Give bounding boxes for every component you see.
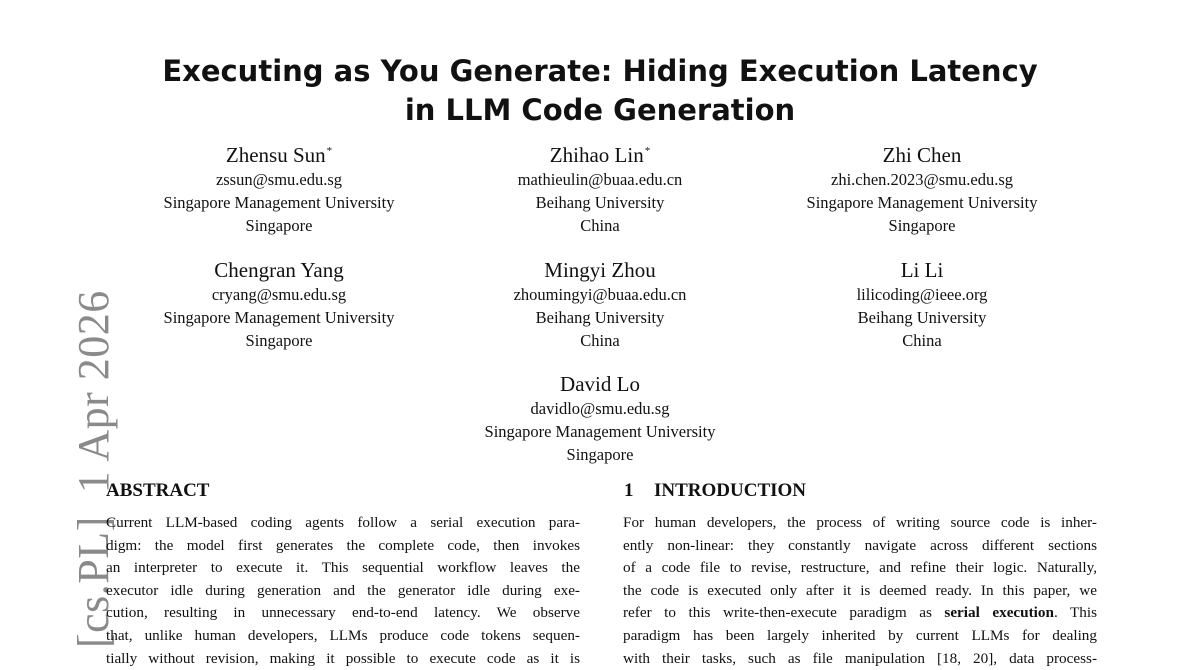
- author-name: Zhihao Lin*: [549, 143, 651, 167]
- abstract-line: an interpreter to execute it. This sequential workflow leaves the: [106, 559, 580, 577]
- paper-title: [100, 52, 1100, 130]
- author-country: Singapore: [566, 445, 634, 464]
- abstract-line: digm: the model first generates the complete code, then invokes: [106, 536, 580, 554]
- author-block: [742, 142, 1102, 237]
- abstract-heading: ABSTRACT: [106, 480, 210, 501]
- author-block: [420, 371, 780, 466]
- author-country: Singapore: [888, 216, 956, 235]
- abstract-line: executor idle during generation and the generator idle during exe-: [106, 581, 580, 599]
- author-email: mathieulin@buaa.edu.cn: [517, 170, 683, 189]
- author-name: Zhensu Sun*: [225, 143, 333, 167]
- intro-line: For human developers, the process of writing source code is inher-: [623, 514, 1097, 531]
- abstract-line: tially without revision, making it possible to execute code as it is: [106, 649, 580, 667]
- author-name: Zhi Chen: [882, 143, 962, 167]
- author-email: zssun@smu.edu.sg: [215, 170, 343, 189]
- author-country: Singapore: [245, 331, 313, 350]
- author-country: Singapore: [245, 216, 313, 235]
- author-name: Mingyi Zhou: [544, 258, 656, 282]
- author-email: zhi.chen.2023@smu.edu.sg: [831, 170, 1013, 189]
- author-affiliation: Singapore Management University: [163, 193, 395, 212]
- intro-line: refer to this write-then-execute paradigm as serial execution. This: [623, 604, 1097, 622]
- abstract-body: [106, 512, 580, 670]
- title-line-2: in LLM Code Generation: [404, 93, 796, 127]
- equal-contribution-mark: *: [644, 145, 651, 157]
- abstract-line: Current LLM-based coding agents follow a serial execution para-: [106, 514, 580, 531]
- section-number: 1: [624, 480, 634, 501]
- intro-line: paradigm has been largely inherited by current LLMs for dealing: [623, 626, 1097, 644]
- title-line-1: Executing as You Generate: Hiding Execution Latency: [162, 54, 1038, 88]
- author-affiliation: Singapore Management University: [806, 193, 1038, 212]
- equal-contribution-mark: *: [326, 145, 333, 157]
- author-affiliation: Beihang University: [535, 193, 665, 212]
- author-name: Chengran Yang: [214, 258, 344, 282]
- author-block: [99, 257, 459, 352]
- author-block: [742, 257, 1102, 352]
- author-block: [99, 142, 459, 237]
- introduction-heading: [624, 480, 806, 502]
- author-country: China: [580, 216, 620, 235]
- serial-execution-term: serial execution: [944, 604, 1054, 622]
- intro-line: the code is executed only after it is deemed ready. In this paper, we: [623, 581, 1097, 599]
- author-email: cryang@smu.edu.sg: [211, 285, 347, 304]
- author-block: [420, 257, 780, 352]
- author-email: lilicoding@ieee.org: [856, 285, 988, 304]
- abstract-line: that, unlike human developers, LLMs produce code tokens sequen-: [106, 626, 580, 644]
- author-affiliation: Singapore Management University: [163, 308, 395, 327]
- author-name: David Lo: [560, 372, 640, 396]
- author-name: Li Li: [900, 258, 944, 282]
- author-email: zhoumingyi@buaa.edu.cn: [513, 285, 687, 304]
- author-affiliation: Beihang University: [857, 308, 987, 327]
- author-email: davidlo@smu.edu.sg: [530, 399, 670, 418]
- arxiv-stamp: [cs.PL] 1 Apr 2026: [69, 290, 118, 648]
- author-affiliation: Singapore Management University: [484, 422, 716, 441]
- intro-line: ently non-linear: they constantly navigate across different sections: [623, 536, 1097, 554]
- author-block: [420, 142, 780, 237]
- intro-line: with their tasks, such as file manipulation [18, 20], data process-: [623, 649, 1097, 667]
- introduction-body: [623, 512, 1097, 670]
- author-country: China: [580, 331, 620, 350]
- section-title: INTRODUCTION: [654, 480, 807, 501]
- intro-line: of a code file to revise, restructure, and refine their logic. Naturally,: [623, 559, 1097, 577]
- abstract-line: cution, resulting in unnecessary end-to-end latency. We observe: [106, 604, 580, 622]
- author-country: China: [902, 331, 942, 350]
- author-affiliation: Beihang University: [535, 308, 665, 327]
